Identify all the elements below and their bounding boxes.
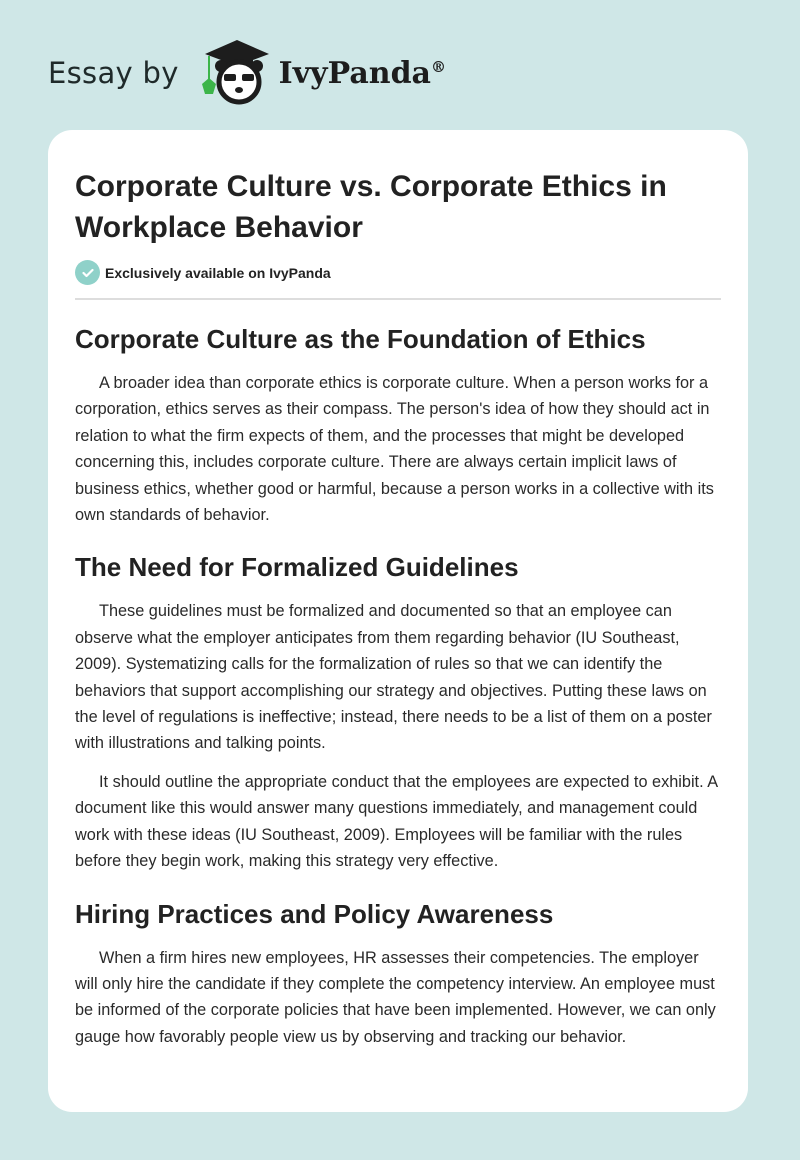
essay-card <box>48 130 748 1112</box>
section-heading: The Need for Formalized Guidelines <box>75 552 519 583</box>
brand-header <box>48 38 446 108</box>
exclusive-badge <box>75 260 721 285</box>
paragraph: When a firm hires new employees, HR assesses their competencies. The employer will only hire the candidate if they complete the competency interview. An employee must be informed of the corporate policies that have been implemented. However, we can only gauge how favorably people view us by observing and tracking our behavior. <box>75 948 716 1046</box>
panda-logo-icon[interactable] <box>199 36 271 111</box>
section-formalized-guidelines <box>75 550 721 874</box>
exclusive-label: Exclusively available on IvyPanda <box>105 264 331 281</box>
essay-by-label: Essay by <box>48 56 179 90</box>
paragraph: These guidelines must be formalized and documented so that an employee can observe what the employer anticipates from them regarding behavior (IU Southeast, 2009). Systematizing calls for the formalization of rules so that we can identify the behaviors that support accomplishing our strategy and objectives. Putting these laws on the level of regulations is ineffective; instead, there needs to be a list of them on a poster with illustrations and talking points. <box>75 602 712 753</box>
paragraph: It should outline the appropriate conduct that the employees are expected to exhibit. A document like this would answer many questions immediately, and management could work with these ideas (IU Southeast, 2009). Employees will be familiar with the rules before they begin work, making this strategy very effective. <box>75 772 718 871</box>
section-heading: Corporate Culture as the Foundation of Ethics <box>75 324 646 354</box>
paragraph: A broader idea than corporate ethics is corporate culture. When a person works for a corporation, ethics serves as their compass. The person's idea of how they should act in relation to what the firm expects of them, and the processes that might be developed concerning this, includes corporate culture. There are always certain implicit laws of business ethics, whether good or harmful, because a person works in a collective with its own standards of behavior. <box>75 374 714 525</box>
section-heading: Hiring Practices and Policy Awareness <box>75 898 554 929</box>
section-corporate-culture <box>75 322 721 528</box>
check-circle-icon <box>75 260 100 285</box>
ivypanda-wordmark[interactable] <box>279 56 446 91</box>
divider <box>75 298 721 300</box>
section-hiring-practices <box>75 897 721 1051</box>
brand-name: IvyPanda <box>278 55 431 91</box>
registered-mark: ® <box>431 57 446 76</box>
essay-title: Corporate Culture vs. Corporate Ethics in Workplace Behavior <box>75 170 667 244</box>
